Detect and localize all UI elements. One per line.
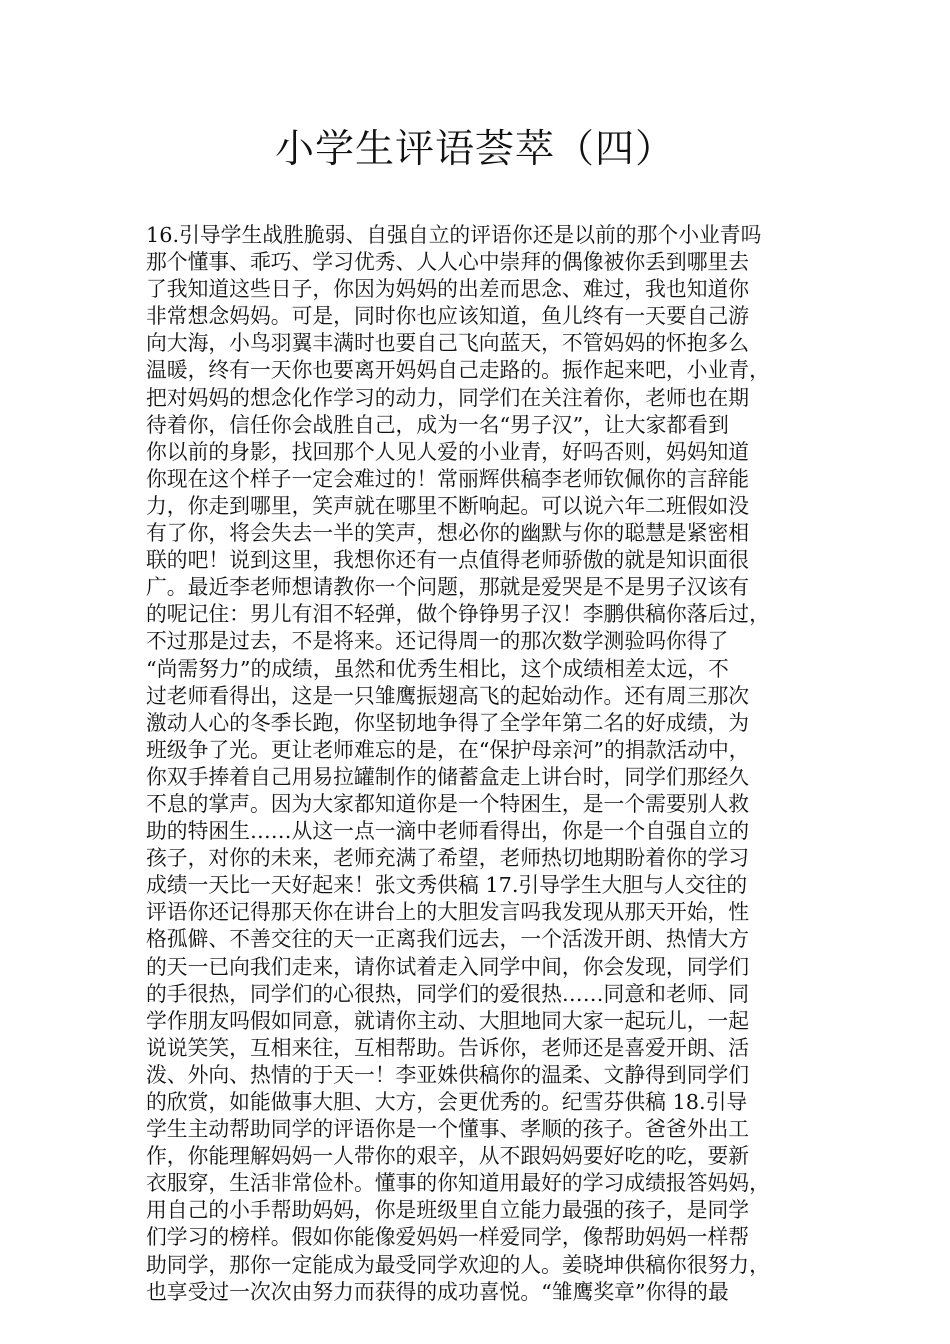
document-title: 小学生评语荟萃（四） bbox=[274, 127, 675, 172]
body-line: 有了你，将会失去一半的笑声，想必你的幽默与你的聪慧是紧密相 bbox=[146, 521, 750, 546]
body-line: 作，你能理解妈妈一人带你的艰辛，从不跟妈妈要好吃的吃，要新 bbox=[146, 1144, 750, 1169]
body-line: 学作朋友吗假如同意，就请你主动、大胆地同大家一起玩儿，一起 bbox=[146, 1008, 750, 1033]
document-body bbox=[146, 222, 816, 1306]
body-line: 评语你还记得那天你在讲台上的大胆发言吗我发现从那天开始，性 bbox=[146, 900, 750, 925]
body-line: 学生主动帮助同学的评语你是一个懂事、孝顺的孩子。爸爸外出工 bbox=[146, 1117, 750, 1142]
body-line: 也享受过一次次由努力而获得的成功喜悦。“雏鹰奖章”你得的最 bbox=[146, 1279, 729, 1304]
body-line: 待着你，信任你会战胜自己，成为一名“男子汉”，让大家都看到 bbox=[146, 412, 729, 437]
body-line: 你以前的身影，找回那个人见人爱的小业青，好吗否则，妈妈知道 bbox=[146, 439, 750, 464]
body-line: 你现在这个样子一定会难过的！常丽辉供稿李老师钦佩你的言辞能 bbox=[146, 466, 750, 491]
body-line: 班级争了光。更让老师难忘的是，在“保护母亲河”的捐款活动中， bbox=[146, 737, 750, 762]
body-line: 衣服穿，生活非常俭朴。懂事的你知道用最好的学习成绩报答妈妈， bbox=[146, 1171, 770, 1196]
body-line: 助同学，那你一定能成为最受同学欢迎的人。姜晓坤供稿你很努力， bbox=[146, 1252, 770, 1277]
body-line: 激动人心的冬季长跑，你坚韧地争得了全学年第二名的好成绩，为 bbox=[146, 710, 750, 735]
body-line: 的欣赏，如能做事大胆、大方，会更优秀的。纪雪芬供稿 18.引导 bbox=[146, 1090, 748, 1114]
body-line: 说说笑笑，互相来往，互相帮助。告诉你，老师还是喜爱开朗、活 bbox=[146, 1035, 750, 1060]
body-line: 那个懂事、乖巧、学习优秀、人人心中崇拜的偶像被你丢到哪里去 bbox=[146, 250, 750, 275]
body-line: 不息的掌声。因为大家都知道你是一个特困生，是一个需要别人救 bbox=[146, 791, 750, 816]
body-line: 助的特困生……从这一点一滴中老师看得出，你是一个自强自立的 bbox=[146, 819, 750, 844]
body-line: 联的吧！说到这里，我想你还有一点值得老师骄傲的就是知识面很 bbox=[146, 548, 750, 573]
body-line: 的呢记住：男儿有泪不轻弹，做个铮铮男子汉！李鹏供稿你落后过， bbox=[146, 602, 770, 627]
body-line: 了我知道这些日子，你因为妈妈的出差而思念、难过，我也知道你 bbox=[146, 277, 750, 302]
body-line: 们学习的榜样。假如你能像爱妈妈一样爱同学，像帮助妈妈一样帮 bbox=[146, 1225, 750, 1250]
body-line: 不过那是过去，不是将来。还记得周一的那次数学测验吗你得了 bbox=[146, 629, 729, 654]
body-line: 的天一已向我们走来，请你试着走入同学中间，你会发现，同学们 bbox=[146, 954, 750, 979]
body-line: 过老师看得出，这是一只雏鹰振翅高飞的起始动作。还有周三那次 bbox=[146, 683, 750, 708]
body-line: 广。最近李老师想请教你一个问题，那就是爱哭是不是男子汉该有 bbox=[146, 575, 750, 600]
body-line: 向大海，小鸟羽翼丰满时也要自己飞向蓝天，不管妈妈的怀抱多么 bbox=[146, 331, 750, 356]
body-line: 温暖，终有一天你也要离开妈妈自己走路的。振作起来吧，小业青， bbox=[146, 358, 770, 383]
body-line: 把对妈妈的想念化作学习的动力，同学们在关注着你，老师也在期 bbox=[146, 385, 750, 410]
body-line: 力，你走到哪里，笑声就在哪里不断响起。可以说六年二班假如没 bbox=[146, 493, 750, 518]
body-line: “尚需努力”的成绩，虽然和优秀生相比，这个成绩相差太远，不 bbox=[146, 656, 729, 681]
body-line: 用自己的小手帮助妈妈，你是班级里自立能力最强的孩子，是同学 bbox=[146, 1198, 750, 1223]
body-line: 的手很热，同学们的心很热，同学们的爱很热……同意和老师、同 bbox=[146, 981, 750, 1006]
body-line: 孩子，对你的未来，老师充满了希望，老师热切地期盼着你的学习 bbox=[146, 846, 750, 871]
body-line: 16.引导学生战胜脆弱、自强自立的评语你还是以前的那个小业青吗 bbox=[146, 223, 762, 247]
body-line: 泼、外向、热情的于天一！李亚姝供稿你的温柔、文静得到同学们 bbox=[146, 1062, 750, 1087]
body-line: 成绩一天比一天好起来！张文秀供稿 17.引导学生大胆与人交往的 bbox=[146, 873, 748, 898]
body-line: 非常想念妈妈。可是，同时你也应该知道，鱼儿终有一天要自己游 bbox=[146, 304, 750, 329]
body-line: 格孤僻、不善交往的天一正离我们远去，一个活泼开朗、热情大方 bbox=[146, 927, 750, 952]
body-line: 你双手捧着自己用易拉罐制作的储蓄盒走上讲台时，同学们那经久 bbox=[146, 764, 750, 789]
